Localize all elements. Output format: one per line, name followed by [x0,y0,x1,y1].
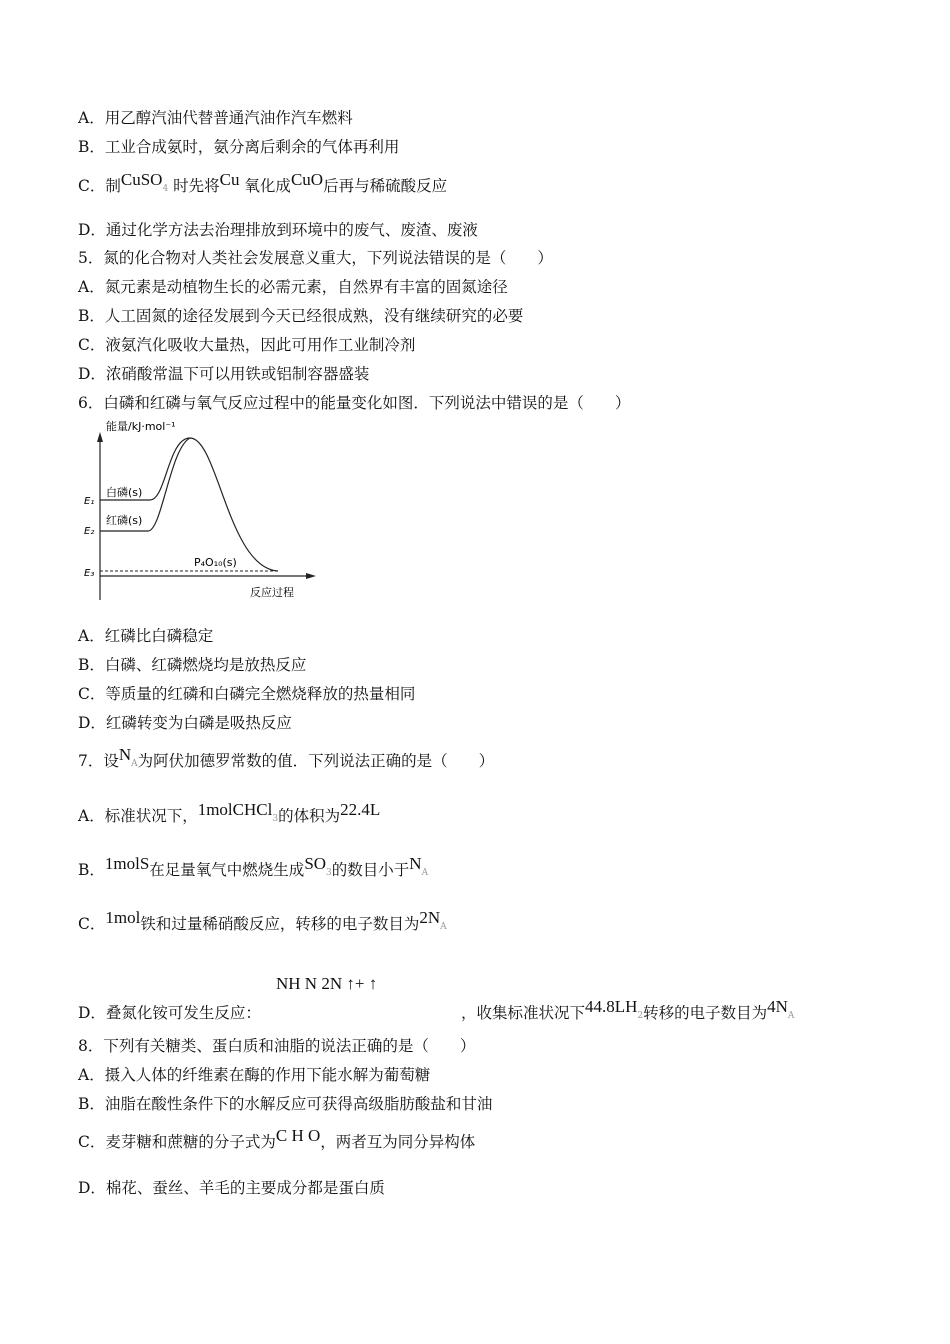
q8-option-b: B．油脂在酸性条件下的水解反应可获得高级脂肪酸盐和甘油 [78,1095,493,1113]
q5-option-d: D．浓硝酸常温下可以用铁或铝制容器盛装 [78,365,370,383]
formula-subscript: 2 [637,1011,644,1021]
formula-na-b: N [409,854,422,873]
q5-option-b: B．人工固氮的途径发展到今天已经很成熟，没有继续研究的必要 [78,307,524,325]
formula-subscript: 4 [162,184,169,194]
energy-diagram [78,418,318,608]
e2-label: E₂ [84,526,95,537]
formula-cuso4: CuSO [120,170,163,189]
formula-cuo: CuO [290,170,324,189]
y-axis-label: 能量/kJ·mol⁻¹ [106,420,176,433]
formula-2na: 2N [419,908,441,927]
q5-option-a: A．氮元素是动植物生长的必需元素，自然界有丰富的固氮途径 [78,278,508,296]
formula-subscript: A [787,1011,795,1021]
q7-a-pre: A．标准状况下， [78,807,198,825]
formula-c12h22o11: C H O [275,1126,321,1145]
formula-4na: 4N [767,997,788,1016]
q8-option-a: A．摄入人体的纤维素在酶的作用下能水解为葡萄糖 [78,1066,431,1084]
q7-stem-pre: 7．设 [78,752,119,770]
q7-option-d-equation: NH N 2N ↑+ ↑ [276,974,378,993]
x-axis-arrow [306,573,316,579]
q6-option-c: C．等质量的红磷和白磷完全燃烧释放的热量相同 [78,685,416,703]
q7-stem-post: 为阿伏加德罗常数的值．下列说法正确的是（ ） [137,752,495,770]
q5-stem: 5．氮的化合物对人类社会发展意义重大，下列说法错误的是（ ） [78,249,553,267]
q4-c-mid1: 时先将 [173,177,220,195]
q4-option-b: B．工业合成氨时，氨分离后剩余的气体再利用 [78,138,400,156]
e1-label: E₁ [84,496,95,507]
formula-subscript: 3 [272,814,279,824]
q7-c-mid: 铁和过量稀硝酸反应，转移的电子数目为 [140,915,420,933]
q7-option-d [78,997,795,1026]
q4-option-c [78,170,448,199]
e3-label: E₃ [84,568,95,579]
q5-option-c: C．液氨汽化吸收大量热，因此可用作工业制冷剂 [78,336,416,354]
q4-c-mid2: 氧化成 [244,177,291,195]
q4-option-d: D．通过化学方法去治理排放到环境中的废气、废渣、废液 [78,221,478,239]
white-phosphorus-label: 白磷(s) [106,486,143,499]
formula-so3: SO [304,854,327,873]
q7-d-pre: D．叠氮化铵可发生反应： [78,1004,261,1022]
q8-option-c [78,1126,476,1152]
formula-subscript: A [440,922,447,932]
q4-option-a: A．用乙醇汽油代替普通汽油作汽车燃料 [78,109,353,127]
q8-c-post: ，两者互为同分异构体 [320,1133,476,1151]
product-label: P₄O₁₀(s) [194,556,237,569]
q7-d-mid2: 转移的电子数目为 [643,1004,768,1022]
q6-option-d: D．红磷转变为白磷是吸热反应 [78,714,292,732]
formula-subscript: A [131,759,138,769]
q7-d-mid: ，收集标准状况下 [460,1004,585,1022]
q6-stem: 6．白磷和红磷与氧气反应过程中的能量变化如图．下列说法中错误的是（ ） [78,394,631,412]
white-phosphorus-curve [100,438,278,571]
q7-a-mid: 的体积为 [278,807,341,825]
formula-1mols: 1molS [104,854,150,873]
y-axis-arrow [97,432,103,442]
q7-b-mid2: 的数目小于 [331,861,410,879]
q7-c-pre: C． [78,915,106,933]
q7-option-a [78,800,381,829]
q8-option-d: D．棉花、蚕丝、羊毛的主要成分都是蛋白质 [78,1179,385,1197]
q7-b-mid1: 在足量氧气中燃烧生成 [149,861,305,879]
q4-c-prefix: C．制 [78,177,121,195]
q6-option-b: B．白磷、红磷燃烧均是放热反应 [78,656,307,674]
formula-cu: Cu [219,170,240,189]
q7-stem [78,745,495,774]
q8-c-pre: C．麦芽糖和蔗糖的分子式为 [78,1133,276,1151]
q7-option-c [78,908,447,937]
x-axis-label: 反应过程 [250,586,294,599]
formula-subscript: 3 [326,868,332,878]
formula-na: N [118,745,132,764]
q4-c-suffix: 后再与稀硫酸反应 [323,177,448,195]
energy-diagram-svg [78,418,318,608]
formula-1mol: 1mol [105,908,141,927]
q7-option-b [78,854,429,883]
red-phosphorus-label: 红磷(s) [106,514,143,527]
formula-44-8lh2: 44.8LH [584,997,638,1016]
formula-subscript: A [421,868,429,878]
formula-22-4l: 22.4L [340,800,381,819]
q8-stem: 8．下列有关糖类、蛋白质和油脂的说法正确的是（ ） [78,1037,476,1055]
q6-option-a: A．红磷比白磷稳定 [78,627,214,645]
formula-chcl3: 1molCHCl [197,800,273,819]
q7-b-pre: B． [78,861,105,879]
